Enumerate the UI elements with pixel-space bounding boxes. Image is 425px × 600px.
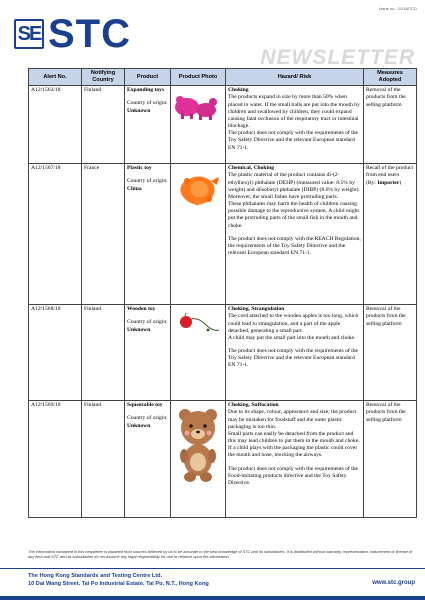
hazard-text: The product does not comply with the REACH Regulation, the requirements of the Toy Safety Directive and the relevant European standard EN 71-1. <box>228 235 361 257</box>
measures-by: (By: Importer) <box>366 179 402 186</box>
measures-cell: Removal of the products from the selling platform <box>364 86 417 164</box>
alert-number: A12/1568/18 <box>29 305 82 401</box>
product-cell <box>125 164 171 305</box>
table-row <box>29 86 417 164</box>
hazard-text: The product does not comply with the requirements of the Toy Safety Directive and the relevant European standard EN 71-1. <box>228 130 359 151</box>
hazard-text: A child may put the small part into the mouth and choke. <box>228 334 356 341</box>
wooden-apple-toy-photo <box>173 306 223 340</box>
origin-label: Country of origin: <box>127 319 168 326</box>
hazard-text: The cord attached to the wooden apples is too long, which could lead to strangulation, and a part of the apple detached, generating a small part. <box>228 313 359 334</box>
company-address: 10 Dai Wang Street, Tai Po Industrial Estate, Tai Po, N.T., Hong Kong <box>28 581 209 588</box>
hazard-text: Due to its shape, colour, appearance and size, the product may be mistaken for foodstuff and the outer plastic packaging is too thin. <box>228 409 357 430</box>
newsletter-title: NEWSLETTER <box>260 46 415 69</box>
issue-number: Issue no.: 21/18/TCD <box>379 6 417 11</box>
product-cell <box>125 401 171 518</box>
origin-value: Unknown <box>127 326 151 333</box>
notifying-country: Finland <box>82 86 125 164</box>
alert-table <box>28 68 417 518</box>
origin-label: Country of origin: <box>127 415 168 422</box>
product-cell <box>125 86 171 164</box>
origin-label: Country of origin: <box>127 100 168 107</box>
hazard-text: The products expand in size by more than 50% when placed in water. If the small balls are put into the mouth by children and swallowed by children, they could expand causing fatal occlusion of the respiratory tract or intestinal blockage. <box>228 94 360 130</box>
table-row <box>29 305 417 401</box>
product-name: Expanding toys <box>127 87 165 94</box>
origin-value: Unknown <box>127 107 151 114</box>
orange-plastic-toy-photo <box>173 165 223 211</box>
product-name: Plastic toy <box>127 165 152 172</box>
measures-cell <box>364 164 417 305</box>
origin-value: Unknown <box>127 422 151 429</box>
hazard-text: These phthalates may harm the health of children causing possible damage to the reproductive system. A child might put the protruding parts of the small fish in the mouth and choke. <box>228 201 359 229</box>
logo-mark: SE <box>14 19 44 49</box>
hazard-title: Choking, Strangulation <box>228 306 285 313</box>
alert-number: A12/1567/18 <box>29 164 82 305</box>
product-name: Wooden toy <box>127 306 156 313</box>
table-row <box>29 401 417 518</box>
product-name: Squeezable toy <box>127 402 163 409</box>
hazard-title: Choking, Suffocation <box>228 402 279 409</box>
measures-cell: Removal of the products from the selling platform <box>364 401 417 518</box>
origin-label: Country of origin: <box>127 178 168 185</box>
bottom-stripe <box>0 596 425 600</box>
product-photo-cell <box>171 86 226 164</box>
hazard-cell <box>226 305 364 401</box>
hazard-text: The product does not comply with the requirements of the Food-imitating products directive and the Toy Safety Directive. <box>228 465 359 486</box>
hazard-title: Chemical, Choking <box>228 165 274 172</box>
hazard-text: The product does not comply with the requirements of the Toy Safety Directive and the relevant European standard EN 71-1. <box>228 348 359 369</box>
notifying-country: France <box>82 164 125 305</box>
hazard-cell <box>226 401 364 518</box>
disclaimer: The information contained in this newsletter is obtained from sources believed by us to be accurate to the best knowledge of STC and its subsidiaries. It is distributed without warranty, representation, inducement or license of any kind and STC and its subsidiaries do not assume any legal responsibility for use or reliance upon the information. <box>28 549 413 560</box>
product-photo-cell <box>171 305 226 401</box>
hazard-cell <box>226 164 364 305</box>
col-product: Product <box>125 69 171 86</box>
notifying-country: Finland <box>82 401 125 518</box>
product-cell <box>125 305 171 401</box>
col-measures-adopted: Measures Adopted <box>364 69 417 86</box>
hazard-cell <box>226 86 364 164</box>
hazard-text: Small parts can easily be detached from the product and this may lead children to put them in the mouth and choke. If a child plays with the packaging the plastic could cover the mouth and nose, blocking the airways. <box>228 430 360 459</box>
hazard-text: The plastic material of the product contains di-(2-ethylhexyl) phthalate (DEHP) (measured value: 8.5% by weight) and diisobutyl phthalate (DIBP) (8.6% by weight). Moreover, the small fishes have protruding parts. <box>228 172 360 200</box>
product-photo-cell <box>171 401 226 518</box>
col-hazard-risk: Hazard/ Risk <box>226 69 364 86</box>
table-row <box>29 164 417 305</box>
measures-cell: Removal of the products from the selling platform <box>364 305 417 401</box>
origin-value: China <box>127 185 142 192</box>
col-notifying-country: Notifying Country <box>82 69 125 86</box>
company-info <box>28 572 209 589</box>
col-product-photo: Product Photo <box>171 69 226 86</box>
squeezable-bear-toy-photo <box>173 402 223 484</box>
notifying-country: Finland <box>82 305 125 401</box>
company-name: The Hong Kong Standards and Testing Centre Ltd. <box>28 573 163 579</box>
product-photo-cell <box>171 164 226 305</box>
col-alert-no: Alert No. <box>29 69 82 86</box>
stc-logo <box>14 14 131 54</box>
logo-text: STC <box>48 12 131 56</box>
alert-number: A12/1569/18 <box>29 401 82 518</box>
table-header-row <box>29 69 417 86</box>
measures-text: Recall of the product from end users <box>366 165 414 179</box>
website-link[interactable]: www.stc.group <box>372 580 415 586</box>
pink-expanding-toys-photo <box>173 87 223 121</box>
alert-number: A12/1563/18 <box>29 86 82 164</box>
hazard-title: Choking <box>228 87 249 94</box>
